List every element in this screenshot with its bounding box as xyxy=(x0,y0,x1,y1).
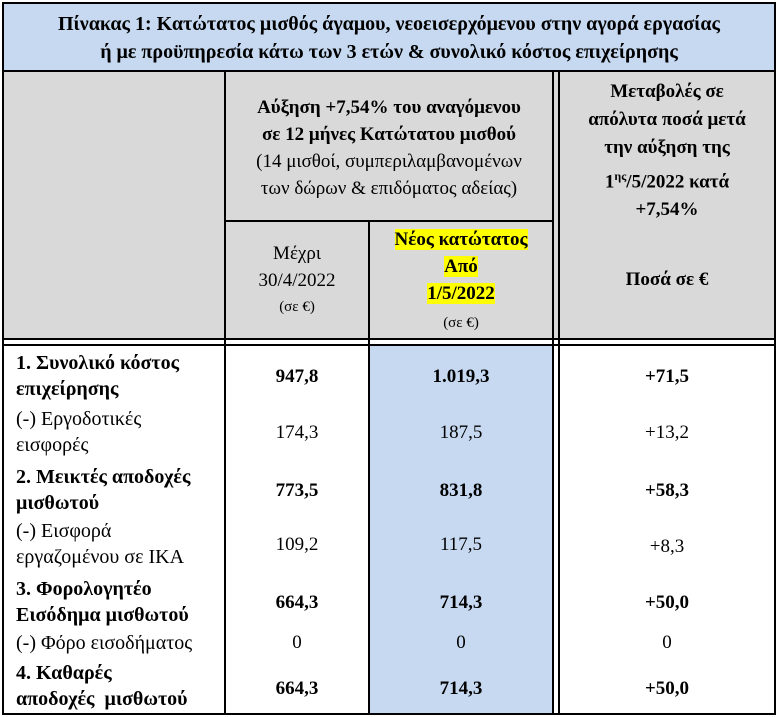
table-row: 3. Φορολογητέο Εισόδημα μισθωτού 664,3 714,3 +50,0 xyxy=(16,578,690,626)
new-unit: (σε €) xyxy=(443,315,479,331)
changes-date-line: $1^{\eta\varsigma}/5/2022$ κατά xyxy=(604,169,730,193)
until-date-header: Μέχρι 30/4/2022 (σε €) xyxy=(226,240,368,321)
divider-h-mid xyxy=(224,220,554,222)
until-unit: (σε €) xyxy=(279,299,315,315)
new-salary-header: Νέος κατώτατος Από 1/5/2022 xyxy=(394,229,528,304)
amounts-header: Ποσά σε € xyxy=(625,269,709,290)
table-row: (-) Φόρο εισοδήματος 0 0 0 xyxy=(16,632,672,654)
table-row: (-) Εργοδοτικές εισφορές 174,3 187,5 +13,2 xyxy=(16,408,689,456)
title-line-1: Πίνακας 1: Κατώτατος μισθός άγαμου, νεοεισερχόμενου στην αγορά εργασίας xyxy=(58,13,720,35)
table-row: (-) Εισφορά εργαζομένου σε ΙΚΑ 109,2 117,5 +8,3 xyxy=(16,520,685,568)
increase-note: (14 μισθοί, συμπεριλαμβανομένων των δώρων & επιδόματος αδείας) xyxy=(256,151,522,199)
changes-header: Μεταβολές σε απόλυτα ποσά μετά την αύξηση της $1^{\eta\varsigma}/5/2022$ κατά +7,54% xyxy=(560,78,774,224)
salary-table xyxy=(2,2,776,715)
increase-header: Αύξηση +7,54% του αναγόμενου σε 12 μήνες Κατώτατου μισθού xyxy=(257,97,521,145)
divider-h-header-2 xyxy=(4,344,774,346)
title-line-2: ή με προϋπηρεσία κάτω των 3 ετών & συνολικό κόστος επιχείρησης xyxy=(100,41,678,63)
table-title xyxy=(4,4,774,72)
divider-h-header-1 xyxy=(4,338,774,340)
table-row: 4. Καθαρές αποδοχές μισθωτού 664,3 714,3 +50,0 xyxy=(16,662,690,710)
table-row: 1. Συνολικό κόστος επιχείρησης 947,8 1.019,3 +71,5 xyxy=(16,352,690,400)
table-row: 2. Μεικτές αποδοχές μισθωτού 773,5 831,8 +58,3 xyxy=(16,466,690,514)
